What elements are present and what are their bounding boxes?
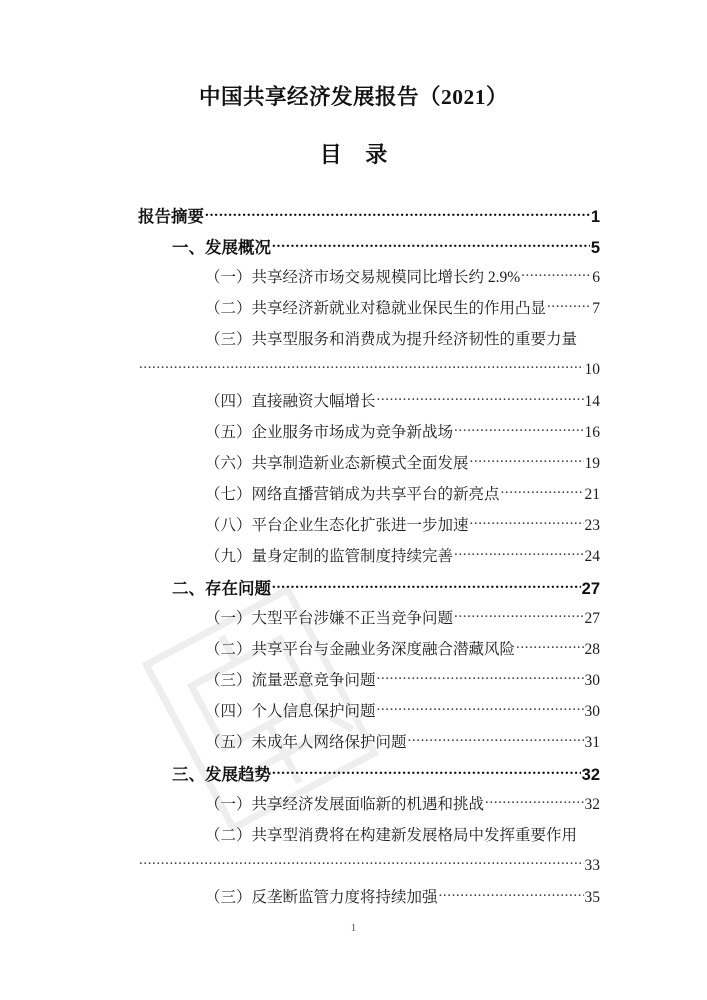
toc-entry[interactable] [205,482,600,513]
toc-entry-page-number: 16 [584,424,600,441]
toc-entry-page-number: 24 [584,548,600,565]
toc-entry-page-number: 5 [590,239,600,257]
toc-entry[interactable] [205,699,600,730]
toc-entry-label: （一）共享经济发展面临新的机遇和挑战 [205,796,485,813]
toc-entry-page-number: 27 [584,610,600,627]
toc-dot-leader [272,237,590,253]
toc-dot-leader [272,764,581,780]
toc-entry-page-number: 35 [584,889,600,906]
toc-entry-page-number: 21 [584,486,600,503]
toc-dot-leader [454,545,583,561]
toc-entry-label: （九）量身定制的监管制度持续完善 [205,548,454,565]
page-title: 中国共享经济发展报告（2021） [198,85,508,109]
toc-entry-label: （二）共享平台与金融业务深度融合潜藏风险 [205,641,516,658]
toc-entry-label: （二）共享型消费将在构建新发展格局中发挥重要作用 [205,827,578,844]
toc-dot-leader [454,421,583,437]
toc-dot-leader [516,638,583,654]
toc-entry[interactable] [205,792,600,823]
toc-entry[interactable] [138,203,600,234]
toc-entry-label: （三）流量恶意竞争问题 [205,672,376,689]
toc-dot-leader [139,358,584,374]
toc-entry-page-number: 6 [592,269,600,286]
toc-entry[interactable] [138,854,600,885]
toc-dot-leader [470,514,584,530]
toc-entry-label: （一）共享经济市场交易规模同比增长约 2.9% [205,269,521,286]
toc-dot-leader [485,793,583,809]
toc-entry[interactable] [172,234,600,265]
toc-entry-page-number: 23 [584,517,600,534]
toc-entry-label: （四）个人信息保护问题 [205,703,376,720]
toc-entry-page-number: 10 [584,361,600,378]
toc-entry-page-number: 32 [584,796,600,813]
toc-entry-label: （一）大型平台涉嫌不正当竞争问题 [205,610,454,627]
toc-entry[interactable] [205,730,600,761]
toc-entry[interactable] [205,451,600,482]
toc-entry-label: （二）共享经济新就业对稳就业保民生的作用凸显 [205,300,547,317]
toc-entry[interactable] [172,761,600,792]
toc-dot-leader [139,854,584,870]
toc-entry-page-number: 32 [581,766,600,784]
toc-entry[interactable] [205,637,600,668]
toc-entry-page-number: 28 [584,641,600,658]
toc-entry-page-number: 30 [584,703,600,720]
toc-entry-label: （七）网络直播营销成为共享平台的新亮点 [205,486,500,503]
toc-entry[interactable] [205,389,600,420]
toc-dot-leader [408,731,584,747]
toc-entry[interactable] [172,575,600,606]
toc-dot-leader [377,669,584,685]
toc-dot-leader [547,297,591,313]
toc-entry-label: （五）未成年人网络保护问题 [205,734,407,751]
toc-dot-leader [439,886,584,902]
toc-entry-page-number: 30 [584,672,600,689]
toc-dot-leader [205,206,590,222]
toc-entry-page-number: 33 [584,857,600,874]
toc-entry-page-number: 27 [581,580,600,598]
toc-dot-leader [501,483,584,499]
toc-entry[interactable] [205,265,600,296]
toc-entry[interactable] [138,358,600,389]
toc-entry-label: 一、发展概况 [172,239,271,257]
toc-dot-leader [377,700,584,716]
toc-entry-label: 报告摘要 [138,208,204,226]
toc-entry[interactable] [205,544,600,575]
toc-entry-label: 三、发展趋势 [172,766,271,784]
toc-dot-leader [454,607,583,623]
toc-entry[interactable] [205,668,600,699]
toc-entry-page-number: 1 [590,208,600,226]
toc-entry[interactable] [205,885,600,916]
toc-entry-label: （三）反垄断监管力度将持续加强 [205,889,438,906]
toc-entry-page-number: 19 [584,455,600,472]
toc-entry-label: （六）共享制造新业态新模式全面发展 [205,455,469,472]
table-of-contents [138,203,600,916]
footer-page-number: 1 [350,922,357,934]
toc-entry[interactable] [205,513,600,544]
toc-entry[interactable] [205,606,600,637]
toc-entry[interactable] [205,420,600,451]
toc-dot-leader [377,390,584,406]
toc-entry-page-number: 7 [592,300,600,317]
toc-heading: 目 录 [319,142,397,167]
toc-entry-label: （四）直接融资大幅增长 [205,393,376,410]
toc-dot-leader [521,266,591,282]
toc-entry-label: （五）企业服务市场成为竞争新战场 [205,424,454,441]
toc-entry-label: （三）共享型服务和消费成为提升经济韧性的重要力量 [205,331,578,348]
toc-dot-leader [470,452,584,468]
toc-dot-leader [272,578,581,594]
toc-entry[interactable] [205,296,600,327]
toc-entry[interactable] [205,327,600,358]
toc-entry-label: （八）平台企业生态化扩张进一步加速 [205,517,469,534]
toc-entry-page-number: 31 [584,734,600,751]
toc-entry[interactable] [205,823,600,854]
toc-entry-page-number: 14 [584,393,600,410]
toc-entry-label: 二、存在问题 [172,580,271,598]
